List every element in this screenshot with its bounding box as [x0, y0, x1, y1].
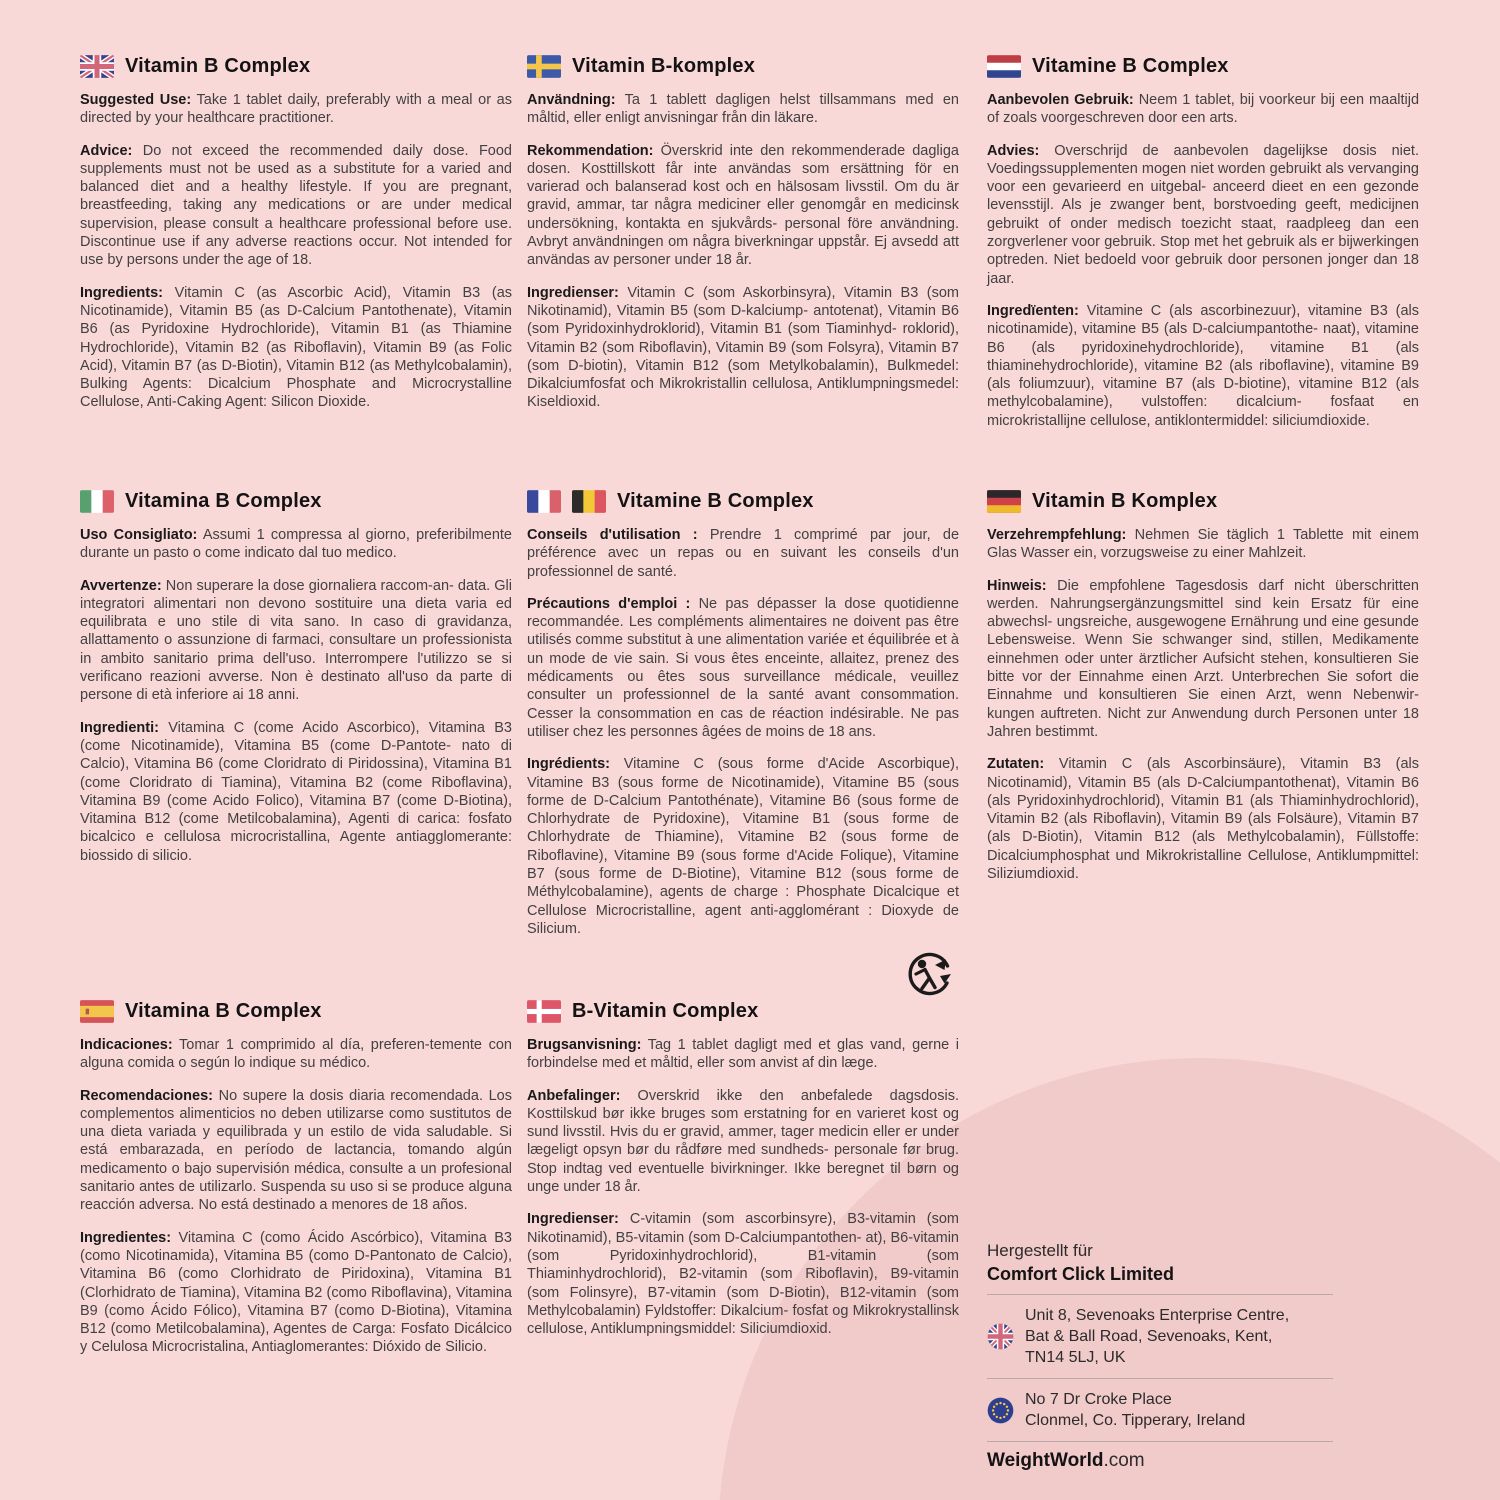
paragraph-ingredients: Ingrédients: Vitamine C (sous forme d'Acide Ascorbique), Vitamine B3 (sous forme de Nicotinamide), Vitamine B5 (sous forme de D-Calcium Pantothénate), Vitamine B6 (sous forme de Chlorhydrate de Pyridoxine), Vitamine B1 (sous forme de Chlorhydrate de Thiamine), Vitamine B2 (sous forme de Riboflavine), Vitamine B9 (sous forme d'Acide Folique), Vitamine B7 (sous forme de D-Biotine), Vitamine B12 (sous forme de Méthylcobalamine), agents de charge : Phosphate Dicalcique et Cellulose Microcristalline, agent anti-agglomérant : Dioxyde de Silicium.: [527, 756, 959, 937]
belgium-flag-icon: [572, 490, 606, 513]
section-danish: [527, 1000, 959, 1352]
uk-flag-icon: [80, 55, 114, 78]
section-german-header: [987, 490, 1419, 513]
brand-website: WeightWorld.com: [987, 1450, 1145, 1471]
section-german: [987, 490, 1419, 897]
sweden-flag-icon: [527, 55, 561, 78]
paragraph-directions: Brugsanvisning: Tag 1 tablet dagligt med et glas vand, gerne i forbindelse med et måltid, eller som anvist af din læge.: [527, 1037, 959, 1072]
denmark-flag-icon: [527, 1000, 561, 1023]
section-title: Vitamine B Complex: [617, 490, 814, 512]
section-spanish: [80, 1000, 512, 1371]
section-swedish-header: [527, 55, 959, 78]
section-french-header: [527, 490, 959, 513]
eu-address-text: No 7 Dr Croke Place Clonmel, Co. Tipperary, Ireland: [1025, 1391, 1246, 1429]
paragraph-ingredients: Ingredienti: Vitamina C (come Acido Ascorbico), Vitamina B3 (come Nicotinamide), Vitamina B5 (come D-Pantote- nato di Calcio), Vitamina B6 (come Cloridrato di Piridossina), Vitamina B1 (come Cloridrato di Tiamina), Vitamina B2 (come Riboflavina), Vitamina B9 (come Acido Folico), Vitamina B7 (come D-Biotina), Vitamina B12 (come Metilcobalamina), Agenti di carica: fosfato bicalcico e cellulosa microcristallina, Agente antiagglomerante: biossido di silicio.: [80, 719, 512, 864]
paragraph-recommendations: Recomendaciones: No supere la dosis diaria recomendada. Los complementos alimenticios no deben utilizarse como sustitutos de una dieta variada y equilibrada y un estilo de vida saludable. Si está embarazada, en período de lactancia, tomando algún medicamento o bajo supervisión médica, consulte a un profesional sanitario antes de utilizarlo. Suspenda su uso si se produce alguna reacción adversa. No está destinado a menores de 18 años.: [80, 1087, 512, 1214]
paragraph-ingredients: Ingredïenten: Vitamine C (als ascorbinezuur), vitamine B3 (als nicotinamide), vitamine B5 (als D-calciumpantothe- naat), vitamine B6 (als pyridoxinehydrochloride), vitamine B1 (als thiaminehydrochloride), vitamine B2 (als riboflavine), vitamine B9 (als foliumzuur), vitamine B7 (als D-biotine), vitamine B12 (als methylcobalamine), vulstoffen: dicalcium- fosfaat en microkristallijne cellulose, antiklontermiddel: siliciumdioxide.: [987, 302, 1420, 429]
eu-address-row: [987, 1387, 1333, 1433]
divider: [987, 1378, 1333, 1379]
eu-flag-round-icon: [987, 1397, 1014, 1424]
section-title: Vitamine B Complex: [1032, 55, 1229, 77]
section-danish-header: [527, 1000, 959, 1023]
paragraph-indications: Indicaciones: Tomar 1 comprimido al día, preferen-temente con alguna comida o según lo indique su médico.: [80, 1037, 512, 1072]
paragraph-ingredients: Ingredientes: Vitamina C (como Ácido Ascórbico), Vitamina B3 (como Nicotinamida), Vitamina B5 (como D-Pantonato de Calcio), Vitamina B6 (como Clorhidrato de Piridoxina), Vitamina B1 (Clorhidrato de Tiamina), Vitamina B2 (como Riboflavina), Vitamina B9 (como Ácido Fólico), Vitamina B7 (como D-Biotina), Vitamina B12 (como Metilcobalamina), Agentes de Carga: Fosfato Dicálcico y Celulosa Microcristalina, Antiaglomerantes: Dióxido de Silicio.: [80, 1229, 512, 1356]
paragraph-recommendations: Anbefalinger: Overskrid ikke den anbefalede dagsdosis. Kosttilskud bør ikke bruges som erstatning for en varieret kost og sund livsstil. Hvis du er gravid, ammer, tager medicin eller er under lægeligt opsyn bør du rådføre med sundheds- personale før brug. Stop indtag ved eventuelle bivirkninger. Ikke beregnet til børn og unge under 18 år.: [527, 1087, 959, 1196]
paragraph-ingredients: Ingredients: Vitamin C (as Ascorbic Acid), Vitamin B3 (as Nicotinamide), Vitamin B5 (as D-Calcium Pantothenate), Vitamin B6 (as Pyridoxine Hydrochloride), Vitamin B1 (as Thiamine Hydrochloride), Vitamin B2 (as Riboflavin), Vitamin B9 (as Folic Acid), Vitamin B7 (as D-Biotin), Vitamin B12 (as Methylcobalamin), Bulking Agents: Dicalcium Phosphate and Microcrystalline Cellulose, Anti-Caking Agent: Silicon Dioxide.: [80, 284, 513, 411]
paragraph-warnings: Avvertenze: Non superare la dose giornaliera raccom-an- data. Gli integratori alimentari non devono sostituire una dieta varia ed equilibrata e uno stile di vita sano. In caso di gravidanza, allattamento o assunzione di farmaci, consultare un professionista in ambito sanitario prima dell'uso. Interrompere l'utilizzo se si verificano reazioni avverse. Non è destinato all'uso da parte di persone di età inferiore ai 18 anni.: [80, 577, 513, 704]
netherlands-flag-icon: [987, 55, 1021, 78]
section-title: Vitamina B Complex: [125, 490, 322, 512]
paragraph-ingredients: Ingredienser: C-vitamin (som ascorbinsyre), B3-vitamin (som Nikotinamid), B5-vitamin (som D-Calciumpantothen- at), B6-vitamin (som Pyridoxinhydrochlorid), B1-vitamin (som Thiaminhydrochlorid), B2-vitamin (som Riboflavin), B9-vitamin (som Folinsyre), B7-vitamin (som D-Biotin), B12-vitamin (som Methylcobalamin) Fyldstoffer: Dikalcium- fosfat og Mikrokrystallinsk cellulose, Antiklumpningsmiddel: Siliciumdioxid.: [527, 1211, 959, 1338]
section-title: Vitamina B Complex: [125, 1000, 322, 1022]
section-english: [80, 55, 512, 426]
germany-flag-icon: [987, 490, 1021, 513]
paragraph-recommendation: Rekommendation: Överskrid inte den rekommenderade dagliga dosen. Kosttillskott får inte användas som ersättning för en varierad och balanserad kost och en hälsosam livsstil. Om du är gravid, ammar, tar några mediciner eller genomgår en medicinsk undersökning, kontakta en sjukvårds- personal före användning. Avbryt användningen om några biverkningar uppstår. Ej avsedd att användas av personer under 18 år.: [527, 142, 959, 269]
section-italian: [80, 490, 512, 879]
uk-flag-round-icon: [987, 1323, 1014, 1350]
paragraph-usage: Användning: Ta 1 tablett dagligen helst tillsammans med en måltid, eller enligt anvisningar från din läkare.: [527, 92, 959, 127]
spain-flag-icon: [80, 1000, 114, 1023]
section-dutch: [987, 55, 1419, 444]
divider: [987, 1441, 1333, 1442]
section-spanish-header: [80, 1000, 512, 1023]
divider: [987, 1294, 1333, 1295]
france-flag-icon: [527, 490, 561, 513]
paragraph-ingredients: Ingredienser: Vitamin C (som Askorbinsyra), Vitamin B3 (som Nikotinamid), Vitamin B5 (som D-kalciump- antotenat), Vitamin B6 (som Pyridoxinhydroklorid), Vitamin B1 (som Tiaminhyd- roklorid), Vitamin B2 (som Riboflavin), Vitamin B9 (som Folsyra), Vitamin B7 (som D-biotin), Vitamin B12 (som Metylkobalamin), Bulkmedel: Dikalciumfosfat och Mikrokristallin cellulosa, Antiklumpningsmedel: Kiseldioxid.: [527, 284, 959, 411]
triman-recycling-icon: [905, 950, 955, 1000]
made-for-label: Hergestellt für: [987, 1241, 1093, 1260]
paragraph-suggested-use: Suggested Use: Take 1 tablet daily, preferably with a meal or as directed by your healthcare practitioner.: [80, 92, 512, 127]
section-french: [527, 490, 959, 952]
section-dutch-header: [987, 55, 1419, 78]
section-title: Vitamin B Komplex: [1032, 490, 1218, 512]
paragraph-recommended-use: Aanbevolen Gebruik: Neem 1 tablet, bij voorkeur bij een maaltijd of zoals voorgeschreven door een arts.: [987, 92, 1420, 127]
paragraph-usage-advice: Conseils d'utilisation : Prendre 1 comprimé par jour, de préférence avec un repas ou en suivant les conseils d'un professionnel de santé.: [527, 527, 960, 580]
paragraph-precautions: Précautions d'emploi : Ne pas dépasser la dose quotidienne recommandée. Les compléments alimentaires ne doivent pas être utilisés comme substitut à une alimentation variée et équilibrée et à un mode de vie sain. Si vous êtes enceinte, allaitez, prenez des médicaments ou êtes sous surveillance médicale, veuillez consulter un professionnel de la santé avant consommation. Cesser la consommation en cas de réaction indésirable. Ne pas utiliser chez les personnes âgées de moins de 18 ans.: [527, 595, 959, 740]
paragraph-ingredients: Zutaten: Vitamin C (als Ascorbinsäure), Vitamin B3 (als Nicotinamid), Vitamin B5 (als D-Calciumpantothenat), Vitamin B6 (als Pyridoxinhydrochlorid), Vitamin B1 (als Thiaminhydrochlorid), Vitamin B2 (als Riboflavin), Vitamin B9 (als Folsäure), Vitamin B7 (als D-Biotin), Vitamin B12 (als Methylcobalamin), Füllstoffe: Dicalciumphosphat und Mikrokristalline Cellulose, Antiklumpmittel: Siliziumdioxid.: [987, 756, 1420, 883]
section-title: B-Vitamin Complex: [572, 1000, 759, 1022]
paragraph-consumption: Verzehrempfehlung: Nehmen Sie täglich 1 Tablette mit einem Glas Wasser ein, vorzugsweise zu einer Mahlzeit.: [987, 527, 1419, 562]
manufacturer-block: [987, 1240, 1333, 1472]
italy-flag-icon: [80, 490, 114, 513]
section-title: Vitamin B-komplex: [572, 55, 756, 77]
uk-address-text: Unit 8, Sevenoaks Enterprise Centre, Bat & Ball Road, Sevenoaks, Kent, TN14 5LJ, UK: [1025, 1307, 1290, 1366]
uk-address-row: [987, 1303, 1333, 1370]
section-title: Vitamin B Complex: [125, 55, 311, 77]
paragraph-advice: Advice: Do not exceed the recommended daily dose. Food supplements must not be used as a substitute for a varied and balanced diet and a healthy lifestyle. If you are pregnant, breastfeeding, taking any medications or are under medical supervision, please consult a healthcare professional before use. Discontinue use if any adverse reactions occur. Not intended for use by persons under the age of 18.: [80, 142, 512, 269]
paragraph-note: Hinweis: Die empfohlene Tagesdosis darf nicht überschritten werden. Nahrungsergänzungsmittel sind kein Ersatz für eine abwechsl- ungsreiche, ausgewogene Ernährung und eine gesunde Lebensweise. Wenn Sie schwanger sind, stillen, Medikamente einnehmen oder unter ärztlicher Aufsicht stehen, konsultieren Sie bitte vor der Einnahme einen Arzt. Unterbrechen Sie sofort die Einnahme und konsultieren Sie einen Arzt, wenn Nebenwir- kungen auftreten. Nicht zur Anwendung durch Personen unter 18 Jahren bestimmt.: [987, 577, 1419, 740]
company-name: Comfort Click Limited: [987, 1264, 1175, 1284]
section-swedish: [527, 55, 959, 426]
paragraph-advice: Advies: Overschrijd de aanbevolen dagelijkse dosis niet. Voedingssupplementen mogen niet worden gebruikt als vervanging voor een gevarieerd en uitgebal- anceerd dieet en een gezonde levensstijl. Als je zwanger bent, borstvoeding geeft, medicijnen gebruikt of onder medisch toezicht staat, raadpleeg dan een zorgverlener voor gebruik. Stop met het gebruik als er bijwerkingen optreden. Niet bedoeld voor gebruik door personen jonger dan 18 jaar.: [987, 142, 1419, 287]
section-italian-header: [80, 490, 512, 513]
section-english-header: [80, 55, 512, 78]
paragraph-suggested-use: Uso Consigliato: Assumi 1 compressa al giorno, preferibilmente durante un pasto o come indicato dal tuo medico.: [80, 527, 512, 562]
